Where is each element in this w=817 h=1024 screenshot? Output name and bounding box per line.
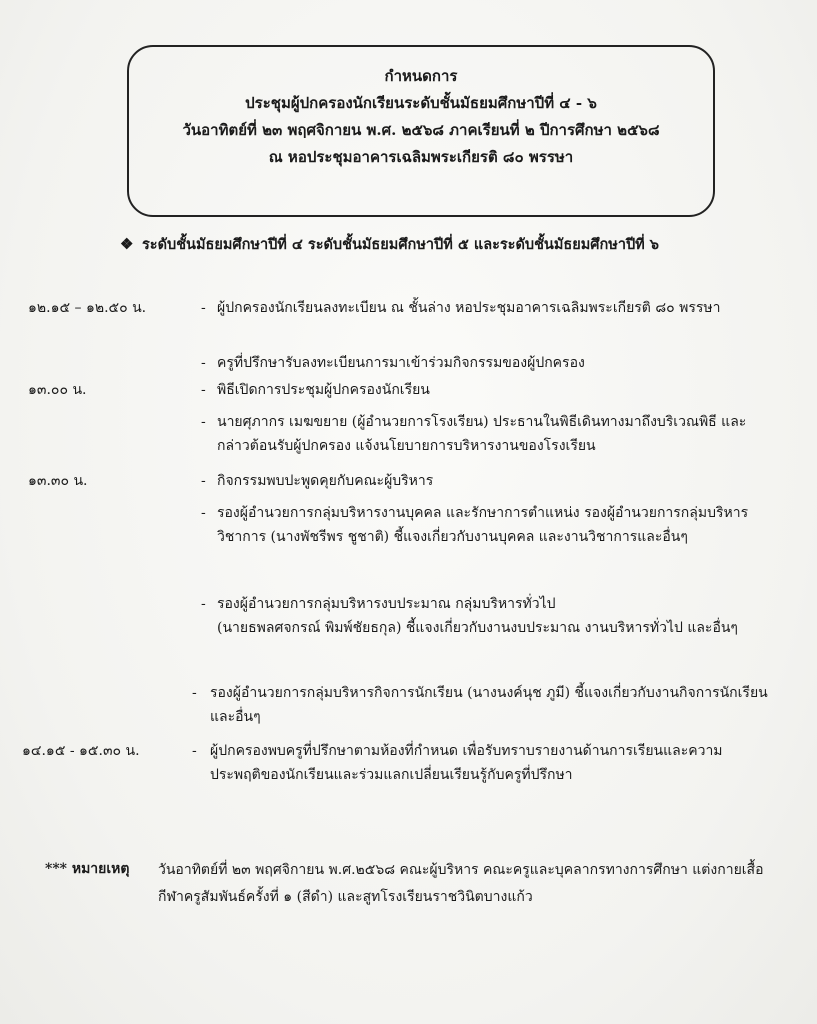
section-heading-text: ระดับชั้นมัธยมศึกษาปีที่ ๔ ระดับชั้นมัธยมศึกษาปีที่ ๕ และระดับชั้นมัธยมศึกษาปีที่ ๖ — [142, 236, 659, 253]
item-dash: - — [201, 382, 206, 398]
schedule-item-5: กิจกรรมพบปะพูดคุยกับคณะผู้บริหาร — [217, 473, 434, 489]
note-text: วันอาทิตย์ที่ ๒๓ พฤศจิกายน พ.ศ.๒๕๖๘ คณะผู้บริหาร คณะครูและบุคลากรทางการศึกษา แต่งกายเสื้อกีฬาครูสัมพันธ์ครั้งที่ ๑ (สีดำ) และสูทโรงเรียนราชวินิตบางแก้ว — [158, 862, 764, 905]
title-box — [127, 45, 715, 217]
schedule-item-7-line1: รองผู้อำนวยการกลุ่มบริหารงบประมาณ กลุ่มบริหารทั่วไป — [217, 596, 556, 612]
schedule-item-6: รองผู้อำนวยการกลุ่มบริหารงานบุคคล และรักษาการตำแหน่ง รองผู้อำนวยการกลุ่มบริหารวิชาการ (นางพัชรีพร ชูชาติ) ชี้แจงเกี่ยวกับงานบุคคล และงานวิชาการและอื่นๆ — [217, 505, 749, 545]
schedule-item-1: ผู้ปกครองนักเรียนลงทะเบียน ณ ชั้นล่าง หอประชุมอาคารเฉลิมพระเกียรติ ๘๐ พรรษา — [217, 300, 721, 316]
schedule-item-3: พิธีเปิดการประชุมผู้ปกครองนักเรียน — [217, 382, 430, 398]
item-dash: - — [201, 596, 206, 612]
time-slot-2: ๑๓.๐๐ น. — [28, 382, 87, 398]
meeting-title: ประชุมผู้ปกครองนักเรียนระดับชั้นมัธยมศึกษาปีที่ ๔ - ๖ — [245, 94, 597, 112]
item-dash: - — [201, 414, 206, 430]
item-dash: - — [201, 473, 206, 489]
item-dash: - — [201, 355, 206, 371]
time-slot-4: ๑๔.๑๕ - ๑๕.๓๐ น. — [22, 743, 140, 759]
item-dash: - — [201, 505, 206, 521]
schedule-item-8: รองผู้อำนวยการกลุ่มบริหารกิจการนักเรียน (นางนงค์นุช ภูมี) ชี้แจงเกี่ยวกับงานกิจการนักเรียนและอื่นๆ — [210, 685, 768, 725]
diamond-bullet-icon: ❖ — [120, 235, 134, 253]
schedule-item-2: ครูที่ปรึกษารับลงทะเบียนการมาเข้าร่วมกิจกรรมของผู้ปกครอง — [217, 355, 585, 371]
time-slot-3: ๑๓.๓๐ น. — [28, 473, 88, 489]
schedule-item-4: นายศุภากร เมฆขยาย (ผู้อำนวยการโรงเรียน) ประธานในพิธีเดินทางมาถึงบริเวณพิธี และกล่าวต้อนรับผู้ปกครอง แจ้งนโยบายการบริหารงานของโรงเรียน — [217, 414, 747, 454]
schedule-item-7 — [217, 592, 777, 640]
document-title: กำหนดการ — [384, 67, 458, 85]
section-heading — [120, 234, 780, 255]
item-dash: - — [201, 300, 206, 316]
schedule-item-9: ผู้ปกครองพบครูที่ปรึกษาตามห้องที่กำหนด เพื่อรับทราบรายงานด้านการเรียนและความประพฤติของนักเรียนและร่วมแลกเปลี่ยนเรียนรู้กับครูที่ปรึกษา — [210, 743, 723, 783]
schedule-item-7-line2: (นายธพลศจกรณ์ พิมพ์ชัยธกุล) ชี้แจงเกี่ยวกับงานงบประมาณ งานบริหารทั่วไป และอื่นๆ — [217, 620, 738, 636]
item-dash: - — [192, 685, 197, 701]
item-dash: - — [192, 743, 197, 759]
time-slot-1: ๑๒.๑๕ – ๑๒.๕๐ น. — [28, 300, 147, 316]
note-label: *** หมายเหตุ — [45, 861, 130, 877]
meeting-date: วันอาทิตย์ที่ ๒๓ พฤศจิกายน พ.ศ. ๒๕๖๘ ภาคเรียนที่ ๒ ปีการศึกษา ๒๕๖๘ — [182, 121, 660, 139]
meeting-venue: ณ หอประชุมอาคารเฉลิมพระเกียรติ ๘๐ พรรษา — [268, 148, 574, 166]
